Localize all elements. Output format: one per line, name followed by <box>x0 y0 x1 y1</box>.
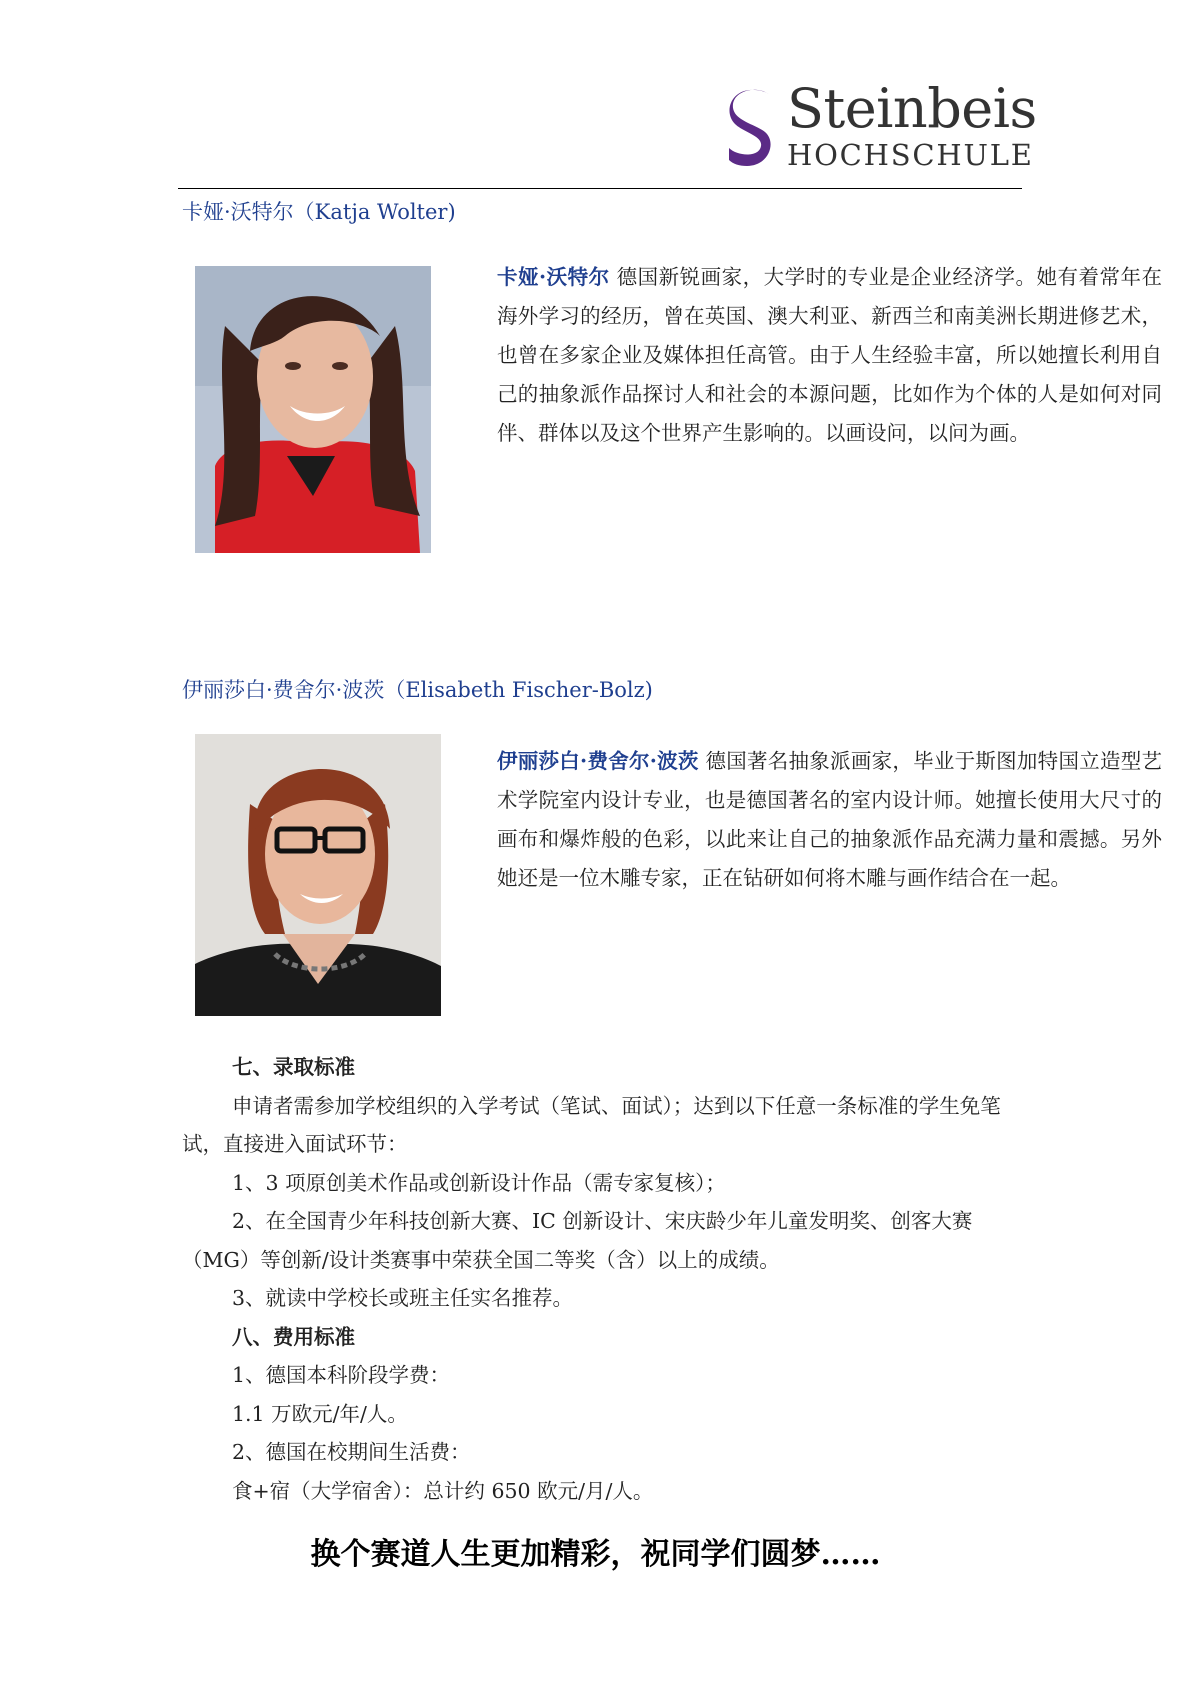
fees-line: 1.1 万欧元/年/人。 <box>232 1401 408 1426</box>
bio-elisabeth <box>497 742 1162 898</box>
katja-portrait-photo <box>195 266 431 553</box>
steinbeis-s-icon <box>725 88 780 170</box>
admission-intro: 申请者需参加学校组织的入学考试（笔试、面试）；达到以下任意一条标准的学生免笔试，直接进入面试环节： <box>182 1093 1001 1156</box>
bio-name-katja: 卡娅·沃特尔 <box>497 265 610 289</box>
bio-katja <box>497 258 1162 453</box>
header-divider <box>178 188 1022 189</box>
bio-text-katja: 德国新锐画家，大学时的专业是企业经济学。她有着常年在海外学习的经历，曾在英国、澳大利亚、新西兰和南美洲长期进修艺术，也曾在多家企业及媒体担任高管。由于人生经验丰富，所以她擅长利用自己的抽象派作品探讨人和社会的本源问题，比如作为个体的人是如何对同伴、群体以及这个世界产生影响的。以画设问，以问为画。 <box>497 265 1162 445</box>
elisabeth-portrait-photo <box>195 734 441 1016</box>
logo-subtitle: HOCHSCHULE <box>787 138 1034 172</box>
fees-line: 2、德国在校期间生活费： <box>232 1440 471 1464</box>
fees-title: 八、费用标准 <box>232 1324 355 1349</box>
bio-text-elisabeth: 德国著名抽象派画家，毕业于斯图加特国立造型艺术学院室内设计专业，也是德国著名的室内设计师。她擅长使用大尺寸的画布和爆炸般的色彩，以此来让自己的抽象派作品充满力量和震撼。另外她还是一位木雕专家，正在钻研如何将木雕与画作结合在一起。 <box>497 749 1163 890</box>
fees-line: 1、德国本科阶段学费： <box>232 1363 451 1387</box>
admission-item: 2、在全国青少年科技创新大赛、IC 创新设计、宋庆龄少年儿童发明奖、创客大赛（MG）等创新/设计类赛事中荣获全国二等奖（含）以上的成绩。 <box>182 1209 973 1272</box>
steinbeis-logo <box>725 77 1037 178</box>
portrait-photo-icon <box>195 734 441 1016</box>
bio-name-elisabeth: 伊丽莎白·费舍尔·波茨 <box>497 749 699 773</box>
closing-slogan: 换个赛道人生更加精彩，祝同学们圆梦…… <box>310 1537 881 1572</box>
person-heading-katja: 卡娅·沃特尔（Katja Wolter) <box>182 200 456 224</box>
admission-item: 3、就读中学校长或班主任实名推荐。 <box>232 1286 574 1310</box>
admission-item: 1、3 项原创美术作品或创新设计作品（需专家复核）； <box>232 1170 726 1195</box>
logo-name: Steinbeis <box>787 77 1037 140</box>
admission-fees-section <box>182 1048 1022 1510</box>
portrait-photo-icon <box>195 266 431 553</box>
person-heading-elisabeth: 伊丽莎白·费舍尔·波茨（Elisabeth Fischer-Bolz) <box>182 678 653 702</box>
fees-line: 食+宿（大学宿舍）：总计约 650 欧元/月/人。 <box>232 1478 654 1503</box>
admission-title: 七、录取标准 <box>232 1055 355 1079</box>
